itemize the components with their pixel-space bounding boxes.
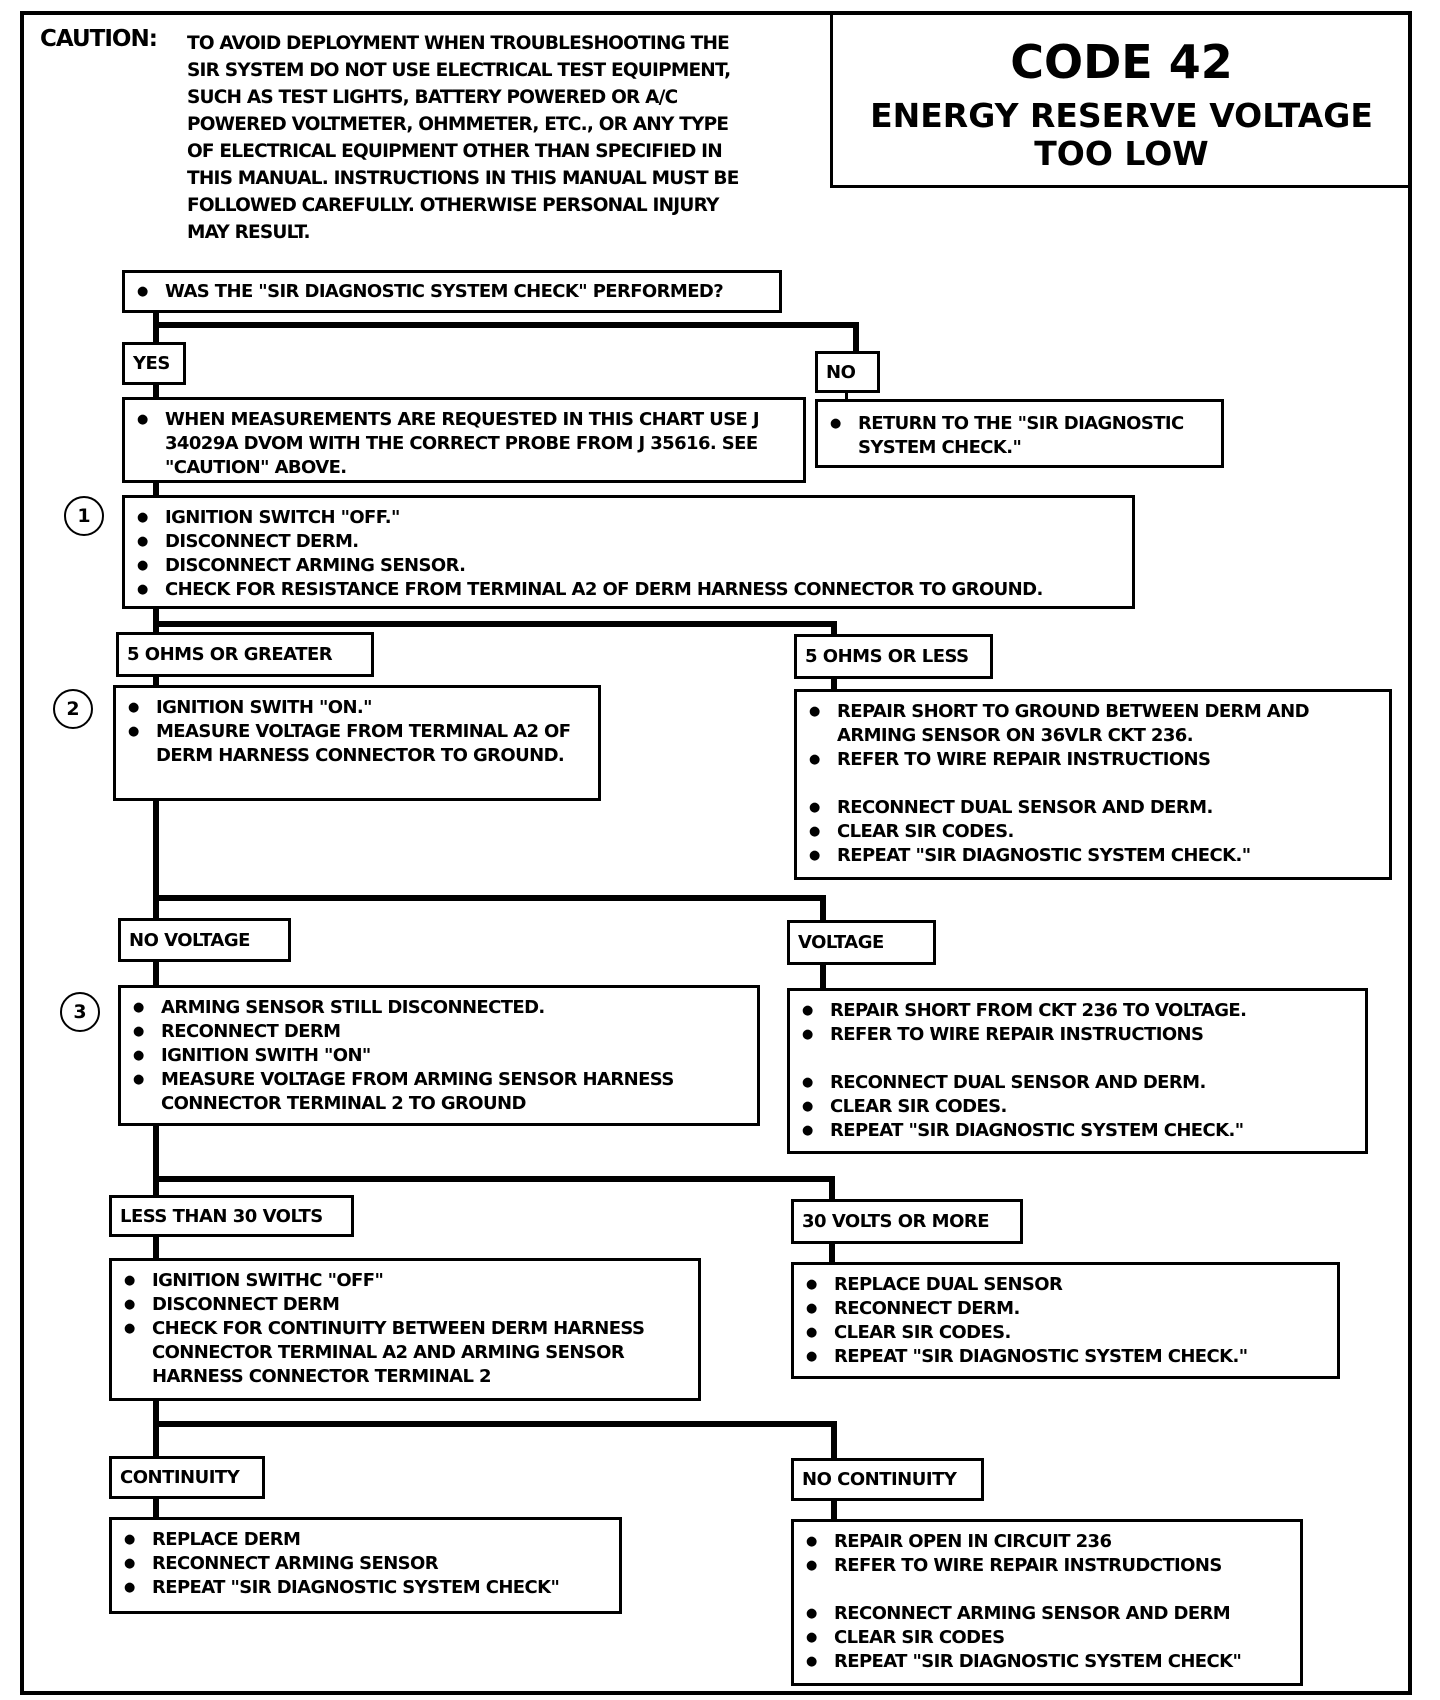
step3-box xyxy=(118,985,760,1126)
step2-item: ● MEASURE VOLTAGE FROM TERMINAL A2 OF DERM HARNESS CONNECTOR TO GROUND. xyxy=(126,720,588,768)
branch-5-ohms-or-greater[interactable]: 5 OHMS OR GREATER xyxy=(116,632,374,677)
step3-item: ● RECONNECT DERM xyxy=(131,1020,747,1044)
action-item: ● RECONNECT DUAL SENSOR AND DERM. xyxy=(807,796,1379,820)
branch-no[interactable]: NO xyxy=(815,351,880,393)
measurement-note: ● WHEN MEASUREMENTS ARE REQUESTED IN THIS CHART USE J 34029A DVOM WITH THE CORRECT PROBE FROM J 35616. SEE "CAUTION" ABOVE. xyxy=(135,408,793,480)
caution-text xyxy=(187,30,787,246)
return-box xyxy=(815,399,1224,468)
action-item: ● REPAIR SHORT TO GROUND BETWEEN DERM AND ARMING SENSOR ON 36VLR CKT 236. xyxy=(807,700,1379,748)
caution-line: SIR SYSTEM DO NOT USE ELECTRICAL TEST EQUIPMENT, xyxy=(187,60,731,81)
action-item: ● IGNITION SWITHC "OFF" xyxy=(122,1269,688,1293)
action-item: ● CLEAR SIR CODES. xyxy=(807,820,1379,844)
action-item: ● REPAIR OPEN IN CIRCUIT 236 xyxy=(804,1530,1290,1554)
caution-line: MAY RESULT. xyxy=(187,222,310,243)
action-item: ● RECONNECT ARMING SENSOR xyxy=(122,1552,609,1576)
action-item: ● REFER TO WIRE REPAIR INSTRUDCTIONS xyxy=(804,1554,1290,1578)
branch-no-voltage[interactable]: NO VOLTAGE xyxy=(118,918,291,962)
action-item: ● REPEAT "SIR DIAGNOSTIC SYSTEM CHECK." xyxy=(807,844,1379,868)
action-item: ● CLEAR SIR CODES. xyxy=(800,1095,1355,1119)
step1-item: ● DISCONNECT DERM. xyxy=(135,530,1122,554)
action-item: ● CLEAR SIR CODES. xyxy=(804,1321,1327,1345)
action-item: ● REFER TO WIRE REPAIR INSTRUCTIONS xyxy=(800,1023,1355,1047)
action-item: ● REPLACE DUAL SENSOR xyxy=(804,1273,1327,1297)
code-subtitle-line1: ENERGY RESERVE VOLTAGE xyxy=(870,96,1373,135)
connector-yes-no xyxy=(153,322,859,328)
caution-line: FOLLOWED CAREFULLY. OTHERWISE PERSONAL INJURY xyxy=(187,195,719,216)
caution-label: CAUTION: xyxy=(40,26,157,52)
no-continuity-action-box xyxy=(791,1519,1303,1686)
connector-no-drop xyxy=(853,322,859,354)
caution-line: POWERED VOLTMETER, OHMMETER, ETC., OR ANY TYPE xyxy=(187,114,729,135)
code-title: CODE 42 xyxy=(1010,35,1233,89)
step3-item: ● ARMING SENSOR STILL DISCONNECTED. xyxy=(131,996,747,1020)
branch-less-than-30-volts[interactable]: LESS THAN 30 VOLTS xyxy=(109,1195,354,1237)
action-item: ● RECONNECT ARMING SENSOR AND DERM xyxy=(804,1602,1290,1626)
branch-voltage[interactable]: VOLTAGE xyxy=(787,920,936,965)
ohms-less-action-box xyxy=(794,689,1392,880)
question-text: ● WAS THE "SIR DIAGNOSTIC SYSTEM CHECK" PERFORMED? xyxy=(135,280,769,304)
step-number-2: 2 xyxy=(53,689,93,729)
branch-30-volts-or-more[interactable]: 30 VOLTS OR MORE xyxy=(791,1199,1023,1244)
voltage-action-box xyxy=(787,988,1368,1154)
connector-continuity xyxy=(153,1421,837,1427)
caution-line: TO AVOID DEPLOYMENT WHEN TROUBLESHOOTING THE xyxy=(187,33,729,54)
caution-line: OF ELECTRICAL EQUIPMENT OTHER THAN SPECIFIED IN xyxy=(187,141,722,162)
step1-item: ● CHECK FOR RESISTANCE FROM TERMINAL A2 OF DERM HARNESS CONNECTOR TO GROUND. xyxy=(135,578,1122,602)
step3-item: ● IGNITION SWITH "ON" xyxy=(131,1044,747,1068)
branch-continuity[interactable]: CONTINUITY xyxy=(109,1456,265,1499)
caution-line: SUCH AS TEST LIGHTS, BATTERY POWERED OR A/C xyxy=(187,87,678,108)
step-number-1: 1 xyxy=(64,496,104,536)
return-instruction: ● RETURN TO THE "SIR DIAGNOSTIC SYSTEM CHECK." xyxy=(828,412,1211,460)
action-item: ● REPEAT "SIR DIAGNOSTIC SYSTEM CHECK" xyxy=(122,1576,609,1600)
question-box xyxy=(122,270,782,313)
step2-box xyxy=(113,685,601,801)
caution-line: THIS MANUAL. INSTRUCTIONS IN THIS MANUAL MUST BE xyxy=(187,168,739,189)
title-box xyxy=(830,15,1410,188)
action-item: ● REPEAT "SIR DIAGNOSTIC SYSTEM CHECK." xyxy=(800,1119,1355,1143)
connector-voltage-drop xyxy=(820,895,826,923)
action-item: ● REFER TO WIRE REPAIR INSTRUCTIONS xyxy=(807,748,1379,772)
action-item: ● DISCONNECT DERM xyxy=(122,1293,688,1317)
connector-voltage-action xyxy=(820,962,826,990)
action-item: ● REPAIR SHORT FROM CKT 236 TO VOLTAGE. xyxy=(800,999,1355,1023)
action-item: ● RECONNECT DUAL SENSOR AND DERM. xyxy=(800,1071,1355,1095)
continuity-action-box xyxy=(109,1517,622,1614)
connector-voltage xyxy=(153,895,826,901)
more-30-action-box xyxy=(791,1262,1340,1379)
action-item: ● REPEAT "SIR DIAGNOSTIC SYSTEM CHECK" xyxy=(804,1650,1290,1674)
step2-item: ● IGNITION SWITH "ON." xyxy=(126,696,588,720)
branch-no-continuity[interactable]: NO CONTINUITY xyxy=(791,1458,984,1501)
connector-30v xyxy=(153,1176,835,1182)
code-subtitle-line2: TOO LOW xyxy=(1034,134,1209,173)
action-item: ● REPEAT "SIR DIAGNOSTIC SYSTEM CHECK." xyxy=(804,1345,1327,1369)
step-number-3: 3 xyxy=(60,992,100,1032)
step1-box xyxy=(122,495,1135,609)
branch-5-ohms-or-less[interactable]: 5 OHMS OR LESS xyxy=(794,634,993,679)
step3-item: ● MEASURE VOLTAGE FROM ARMING SENSOR HARNESS CONNECTOR TERMINAL 2 TO GROUND xyxy=(131,1068,747,1116)
less-30-action-box xyxy=(109,1258,701,1401)
connector-continuity-drop xyxy=(831,1421,837,1461)
step1-item: ● DISCONNECT ARMING SENSOR. xyxy=(135,554,1122,578)
action-item: ● REPLACE DERM xyxy=(122,1528,609,1552)
action-item: ● RECONNECT DERM. xyxy=(804,1297,1327,1321)
branch-yes[interactable]: YES xyxy=(122,342,186,385)
action-item: ● CHECK FOR CONTINUITY BETWEEN DERM HARNESS CONNECTOR TERMINAL A2 AND ARMING SENSOR HARNESS CONNECTOR TERMINAL 2 xyxy=(122,1317,688,1389)
step1-item: ● IGNITION SWITCH "OFF." xyxy=(135,506,1122,530)
measurement-note-box xyxy=(122,397,806,483)
action-item: ● CLEAR SIR CODES xyxy=(804,1626,1290,1650)
connector-ohms xyxy=(153,621,837,627)
